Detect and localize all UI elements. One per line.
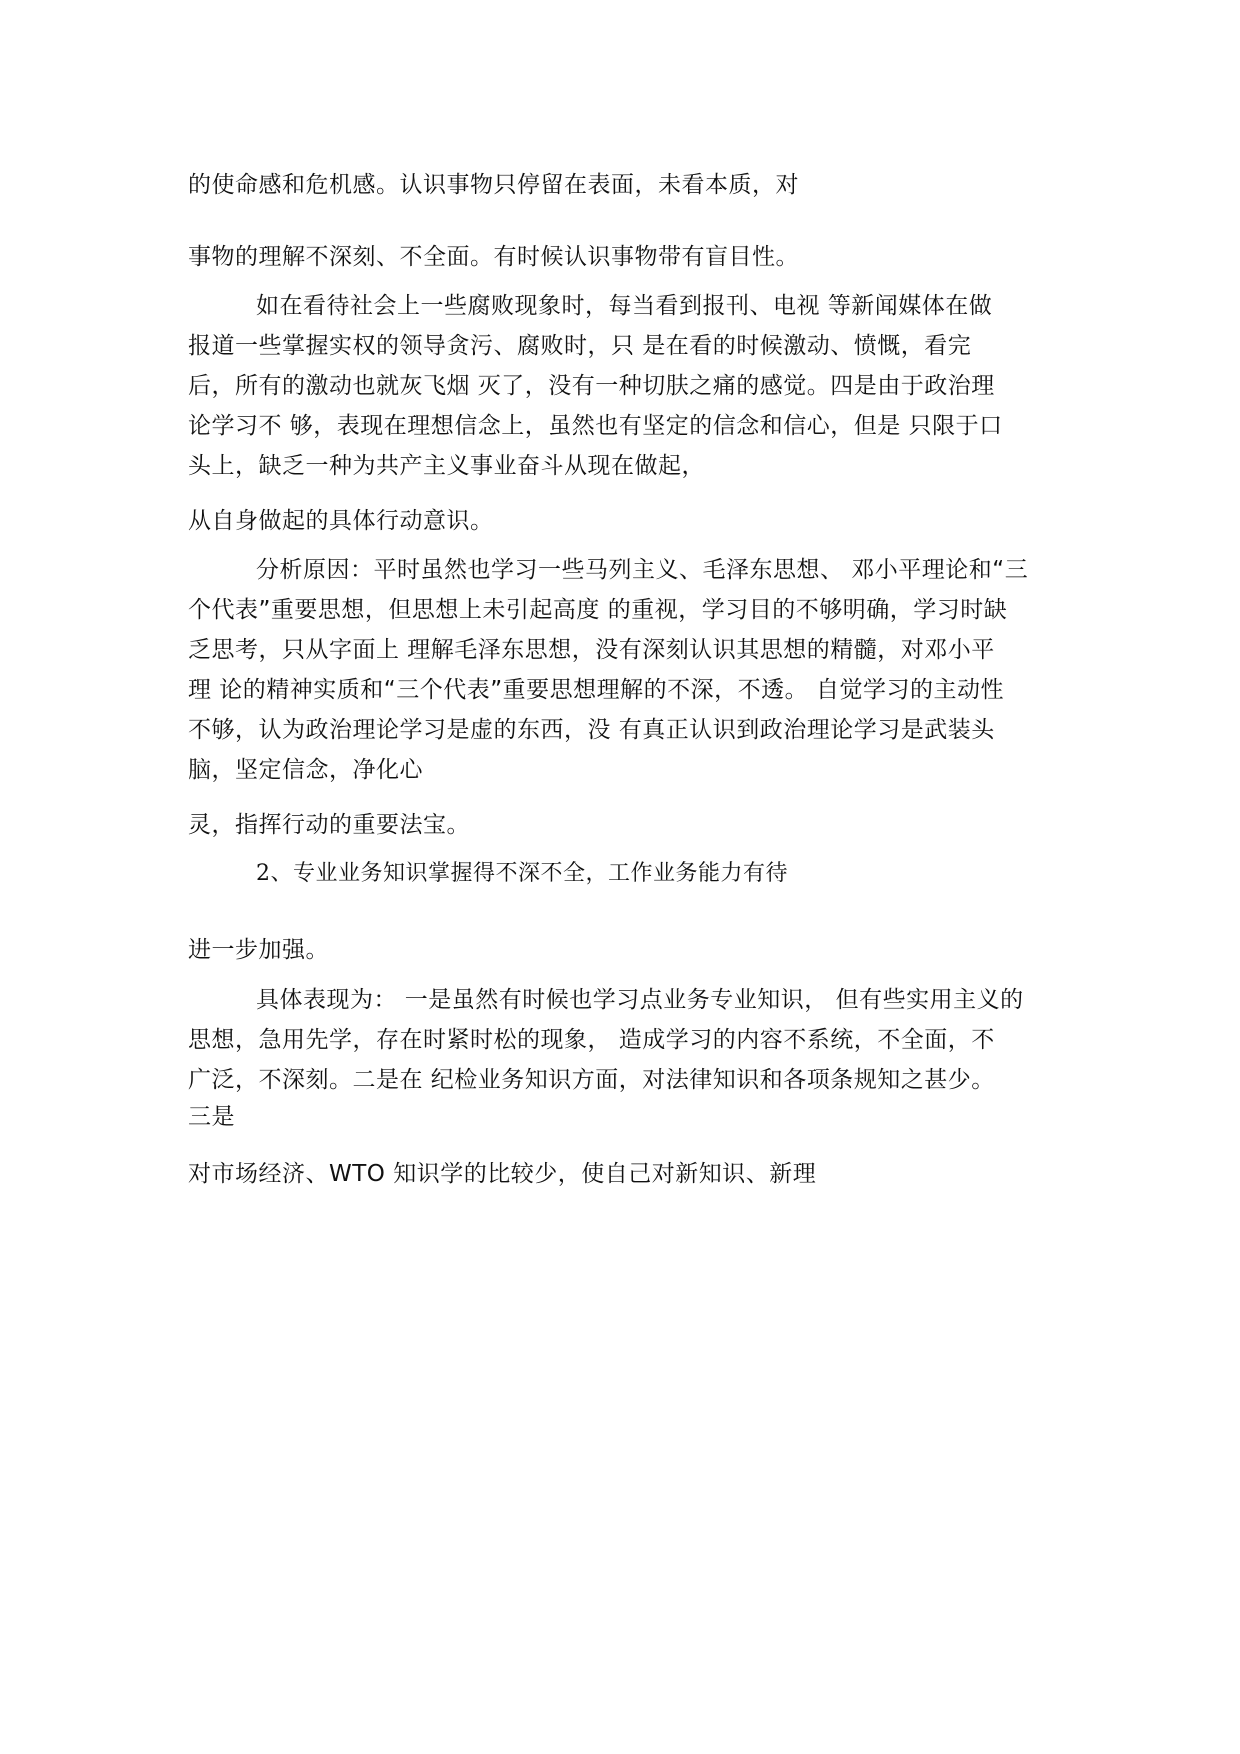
paragraph-line-3: 如在看待社会上一些腐败现象时，每当看到报刊、电视 等新闻媒体在做 bbox=[256, 293, 993, 319]
text-line-22: 对市场经济、WTO 知识学的比较少，使自己对新知识、新理 bbox=[188, 1161, 817, 1187]
text-line-11: 乏思考，只从字面上 理解毛泽东思想，没有深刻认识其思想的精髓，对邓小平 bbox=[188, 637, 995, 663]
text-line-12: 理 论的精神实质和“三个代表”重要思想理解的不深，不透。 自觉学习的主动性 bbox=[188, 677, 1004, 703]
text-line-15: 灵，指挥行动的重要法宝。 bbox=[188, 812, 470, 838]
text-line-7: 头上，缺乏一种为共产主义事业奋斗从现在做起， bbox=[188, 453, 705, 479]
paragraph-line-18: 具体表现为： 一是虽然有时候也学习点业务专业知识， 但有些实用主义的 bbox=[256, 987, 1024, 1013]
text-line-6: 论学习不 够，表现在理想信念上，虽然也有坚定的信念和信心，但是 只限于口 bbox=[188, 413, 1003, 439]
text-line-5: 后，所有的激动也就灰飞烟 灭了，没有一种切肤之痛的感觉。四是由于政治理 bbox=[188, 373, 995, 399]
text-line-4: 报道一些掌握实权的领导贪污、腐败时，只 是在看的时候激动、愤慨，看完 bbox=[188, 333, 972, 359]
text-line-20: 广泛，不深刻。二是在 纪检业务知识方面，对法律知识和各项条规知之甚少。 bbox=[188, 1067, 995, 1093]
paragraph-line-9: 分析原因：平时虽然也学习一些马列主义、毛泽东思想、 邓小平理论和“三 bbox=[256, 557, 1029, 583]
text-line-14: 脑，坚定信念，净化心 bbox=[188, 757, 423, 783]
section-heading-2: 2、专业业务知识掌握得不深不全，工作业务能力有待 bbox=[256, 861, 788, 886]
text-line-21: 三是 bbox=[188, 1104, 235, 1130]
text-line-19: 思想，急用先学，存在时紧时松的现象， 造成学习的内容不系统，不全面，不 bbox=[188, 1027, 995, 1053]
text-line-10: 个代表”重要思想，但思想上未引起高度 的重视，学习目的不够明确，学习时缺 bbox=[188, 597, 1008, 623]
text-line-8: 从自身做起的具体行动意识。 bbox=[188, 508, 494, 534]
text-line-1: 的使命感和危机感。认识事物只停留在表面，未看本质，对 bbox=[188, 172, 799, 198]
text-line-13: 不够，认为政治理论学习是虚的东西，没 有真正认识到政治理论学习是武装头 bbox=[188, 717, 995, 743]
text-line-2: 事物的理解不深刻、不全面。有时候认识事物带有盲目性。 bbox=[188, 244, 799, 270]
text-line-17: 进一步加强。 bbox=[188, 937, 329, 963]
